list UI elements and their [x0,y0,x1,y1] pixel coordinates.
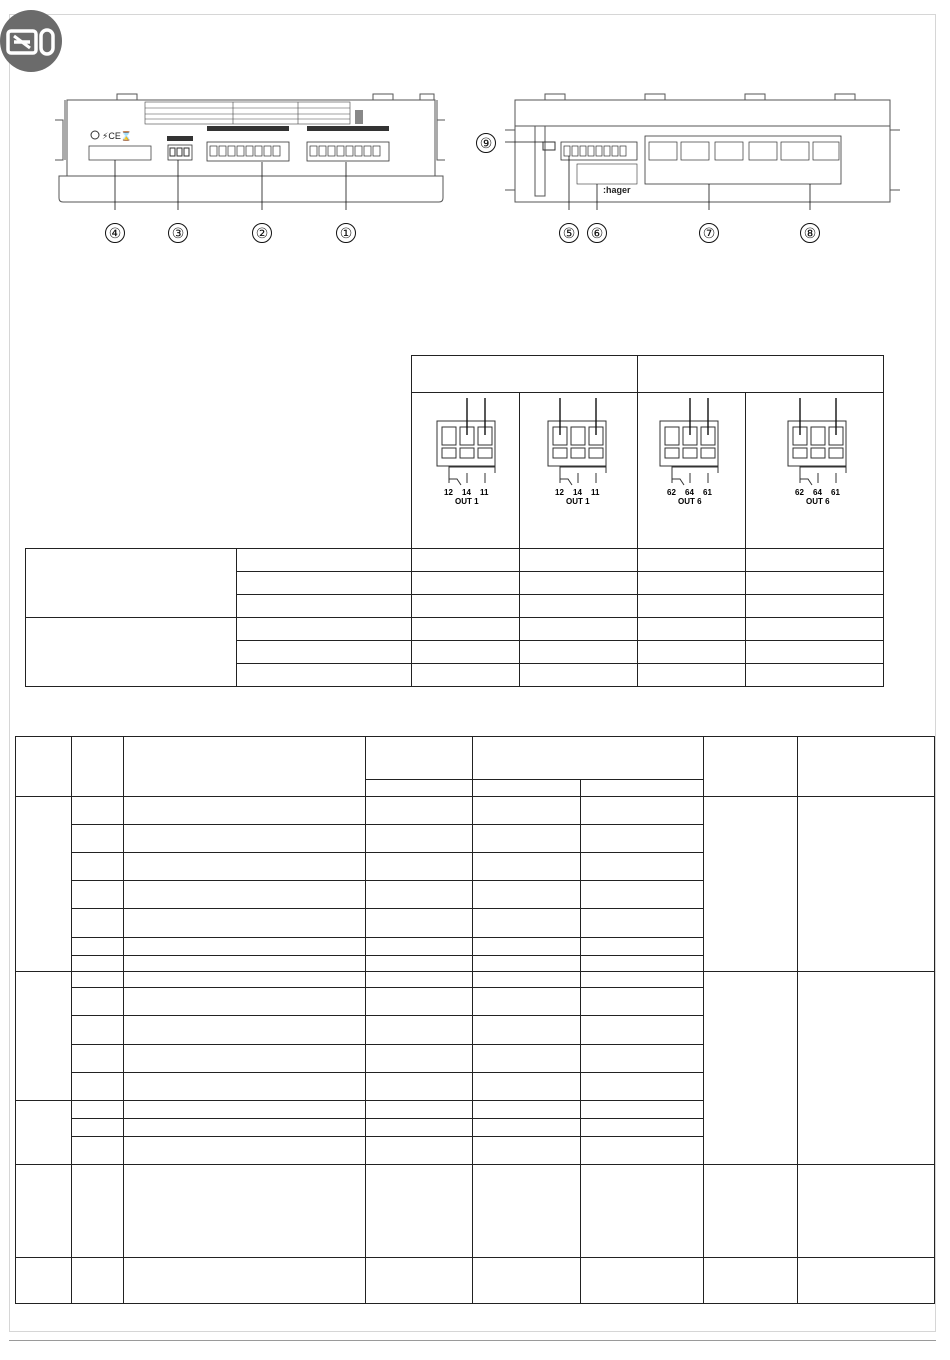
table-cell [473,1137,581,1165]
table-cell [123,1165,365,1258]
header-cell [473,737,704,780]
table-cell [745,618,883,641]
svg-text:12: 12 [444,488,453,497]
table-cell [519,572,637,595]
table-cell [237,664,412,687]
table-cell [637,641,745,664]
table-cell [637,572,745,595]
svg-text:14: 14 [462,488,471,497]
table-cell [71,1016,123,1045]
table-cell [365,956,473,972]
row-group-2 [26,618,237,687]
table-cell [745,549,883,572]
table-cell [473,972,581,988]
table-cell [123,1119,365,1137]
table-cell [123,1045,365,1073]
table-cell [798,1258,935,1304]
table-cell [519,664,637,687]
svg-text:OUT 6: OUT 6 [677,497,702,506]
relay-terminal-diagram [412,393,518,543]
group-cell [16,1101,72,1165]
table-cell [581,797,704,825]
table-cell [71,853,123,881]
table-cell [473,938,581,956]
table-cell [123,972,365,988]
table-cell [745,572,883,595]
table-cell [473,909,581,938]
svg-text:62: 62 [794,488,804,497]
terminal-cell-1 [412,393,520,549]
svg-text:11: 11 [480,488,489,497]
table-cell [581,972,704,988]
table-cell [123,881,365,909]
table-cell [412,572,520,595]
svg-text:11: 11 [590,488,600,497]
table-cell [123,1137,365,1165]
table-cell [123,797,365,825]
table-cell [123,1101,365,1119]
merged-cell [798,972,935,1165]
table-cell [365,1016,473,1045]
table-cell [473,881,581,909]
table-cell [519,641,637,664]
callout-4: ④ [105,223,125,243]
table-cell [71,972,123,988]
table-cell [71,881,123,909]
table-cell [581,956,704,972]
header-cell [798,737,935,797]
callout-2: ② [252,223,272,243]
table-cell [581,988,704,1016]
table-cell [473,956,581,972]
table-cell [637,664,745,687]
table-cell [365,1137,473,1165]
table-cell [16,1258,72,1304]
header-cell [123,737,365,797]
table-cell [581,853,704,881]
table-cell [365,1073,473,1101]
svg-text:62: 62 [666,488,676,497]
table-cell [71,1258,123,1304]
output-config-table [25,355,884,687]
table-cell [123,1258,365,1304]
table-cell [365,1045,473,1073]
table-cell [581,1137,704,1165]
table-cell [71,1119,123,1137]
table-cell [71,1073,123,1101]
group-cell [16,972,72,1101]
relay-terminal-diagram [746,393,882,543]
callout-1: ① [336,223,356,243]
merged-cell [798,797,935,972]
table-cell [519,549,637,572]
table-cell [519,618,637,641]
relay-terminal-diagram [520,393,636,543]
table-cell [581,1016,704,1045]
table-cell [365,988,473,1016]
terminal-cell-2 [519,393,637,549]
table-cell [71,988,123,1016]
table-cell [581,825,704,853]
svg-text:OUT 6: OUT 6 [805,497,830,506]
table-cell [123,909,365,938]
table-cell [704,1165,798,1258]
table-cell [473,797,581,825]
table-cell [71,938,123,956]
table-cell [71,956,123,972]
svg-text:64: 64 [684,488,694,497]
table-cell [412,664,520,687]
table-cell [365,909,473,938]
table-cell [123,938,365,956]
table-cell [365,972,473,988]
device-front-view [55,90,445,210]
svg-text:OUT 1: OUT 1 [565,497,590,506]
table-cell [581,881,704,909]
table-cell [581,1073,704,1101]
terminal-cell-4 [745,393,883,549]
table-cell [365,797,473,825]
table-cell [365,881,473,909]
table-cell [123,988,365,1016]
table-cell [123,853,365,881]
table-cell [473,853,581,881]
table-cell [473,1045,581,1073]
table-cell [473,825,581,853]
table-cell [412,595,520,618]
svg-text:12: 12 [554,488,564,497]
table-cell [798,1165,935,1258]
table-cell [71,909,123,938]
svg-text:61: 61 [830,488,840,497]
table-cell [123,1073,365,1101]
table-cell [123,1016,365,1045]
table-cell [637,595,745,618]
table-cell [473,1165,581,1258]
table-cell [71,1165,123,1258]
terminal-cell-3 [637,393,745,549]
table-cell [581,909,704,938]
table-cell [237,641,412,664]
table-cell [123,825,365,853]
table-cell [237,549,412,572]
table-cell [237,618,412,641]
svg-text:64: 64 [812,488,822,497]
table-cell [412,549,520,572]
table-cell [581,1119,704,1137]
table-cell [581,938,704,956]
table-cell [745,664,883,687]
specification-table [15,736,935,1304]
header-group-1 [412,356,638,393]
table-cell [365,853,473,881]
table-cell [473,1073,581,1101]
table-cell [412,641,520,664]
header-cell [16,737,72,797]
table-cell [71,1045,123,1073]
brand-text: :hager [603,185,631,195]
table-cell [365,1165,473,1258]
callout-3: ③ [168,223,188,243]
table-cell [473,988,581,1016]
group-cell [16,797,72,972]
table-cell [581,1165,704,1258]
callout-6: ⑥ [587,223,607,243]
svg-text:OUT 1: OUT 1 [455,497,479,506]
table-cell [745,641,883,664]
table-cell [473,1258,581,1304]
terminal-pictogram-icon [0,10,64,74]
relay-terminal-diagram [638,393,744,543]
row-group-1 [26,549,237,618]
table-cell [581,1258,704,1304]
header-cell [365,737,473,780]
subheader-cell [581,780,704,797]
svg-text:61: 61 [702,488,712,497]
table-cell [365,825,473,853]
callout-9: ⑨ [476,133,496,153]
table-cell [637,618,745,641]
merged-cell [704,972,798,1165]
table-cell [71,1101,123,1119]
header-group-2 [637,356,883,393]
table-cell [71,1137,123,1165]
table-cell [581,1045,704,1073]
header-cell [71,737,123,797]
table-cell [473,1016,581,1045]
callout-8: ⑧ [800,223,820,243]
footer-rule [9,1340,936,1341]
table-cell [704,1258,798,1304]
table-cell [71,797,123,825]
table-cell [71,825,123,853]
table-cell [16,1165,72,1258]
table-cell [365,1101,473,1119]
table-cell [365,1258,473,1304]
table-cell [237,572,412,595]
merged-cell [704,797,798,972]
svg-text:⚡CE⌛: ⚡CE⌛ [102,131,133,141]
table-cell [412,618,520,641]
table-cell [237,595,412,618]
subheader-cell [365,780,473,797]
table-cell [519,595,637,618]
subheader-cell [473,780,581,797]
table-cell [637,549,745,572]
device-top-view [505,90,900,210]
callout-5: ⑤ [559,223,579,243]
svg-text:14: 14 [572,488,582,497]
table-cell [365,1119,473,1137]
table-cell [473,1101,581,1119]
table-cell [581,1101,704,1119]
callout-7: ⑦ [699,223,719,243]
table-cell [365,938,473,956]
table-cell [745,595,883,618]
table-cell [473,1119,581,1137]
header-cell [704,737,798,797]
table-cell [123,956,365,972]
